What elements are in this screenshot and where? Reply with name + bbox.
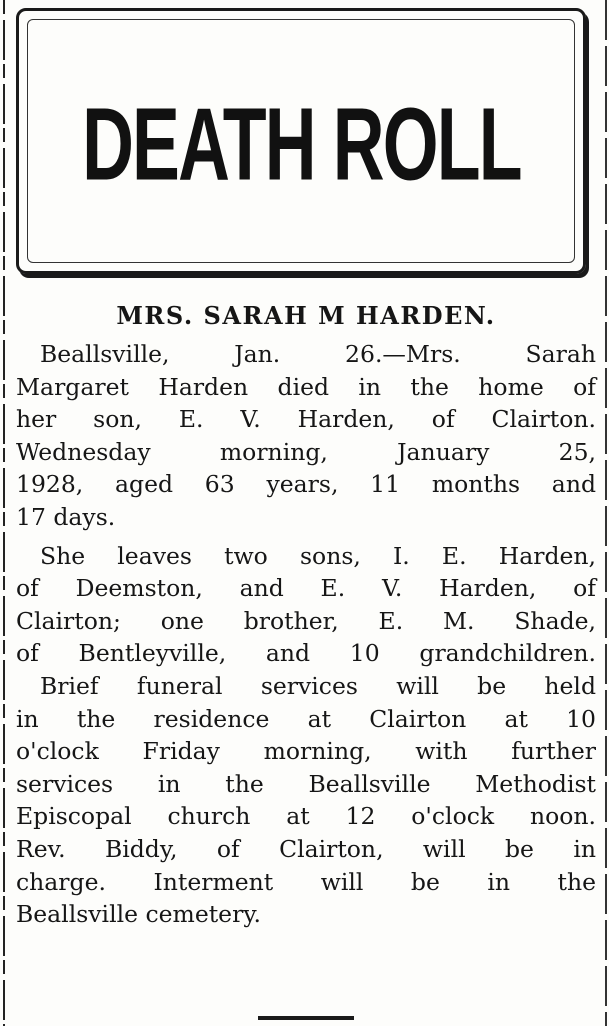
obituary-article bbox=[16, 300, 596, 931]
text-line: Beallsville, Jan. 26.—Mrs. Sarah bbox=[40, 340, 596, 368]
column-rule-left bbox=[3, 0, 5, 1026]
text-line: of Deemston, and E. V. Harden, of bbox=[16, 574, 596, 603]
headline-box bbox=[16, 8, 586, 274]
text-line: o'clock Friday morning, with further bbox=[16, 737, 596, 766]
text-line: her son, E. V. Harden, of Clairton. bbox=[16, 405, 596, 434]
headline: DEATH ROLL bbox=[81, 85, 521, 202]
text-line: services in the Beallsville Methodist bbox=[16, 769, 596, 798]
paragraph-2 bbox=[16, 540, 596, 670]
article-title: MRS. SARAH M HARDEN. bbox=[116, 301, 496, 330]
text-line: Beallsville cemetery. bbox=[16, 900, 261, 929]
text-line: Wednesday morning, January 25, bbox=[16, 437, 596, 466]
footer-rule bbox=[258, 1016, 354, 1020]
text-line: Episcopal church at 12 o'clock noon. bbox=[16, 802, 596, 831]
text-line: Rev. Biddy, of Clairton, will be in bbox=[16, 834, 596, 863]
text-line: Clairton; one brother, E. M. Shade, bbox=[16, 606, 596, 635]
text-line: 1928, aged 63 years, 11 months and bbox=[16, 470, 596, 499]
paragraph-3 bbox=[16, 670, 596, 931]
text-line: She leaves two sons, I. E. Harden, bbox=[40, 541, 596, 570]
text-line: Brief funeral services will be held bbox=[40, 671, 596, 700]
column-rule-right bbox=[605, 0, 607, 1026]
text-line: of Bentleyville, and 10 grandchildren. bbox=[16, 639, 596, 668]
text-line: Margaret Harden died in the home of bbox=[16, 372, 596, 401]
paragraph-1 bbox=[16, 338, 596, 534]
text-line: charge. Interment will be in the bbox=[16, 867, 596, 896]
text-line: 17 days. bbox=[16, 502, 116, 531]
text-line: in the residence at Clairton at 10 bbox=[16, 704, 596, 733]
